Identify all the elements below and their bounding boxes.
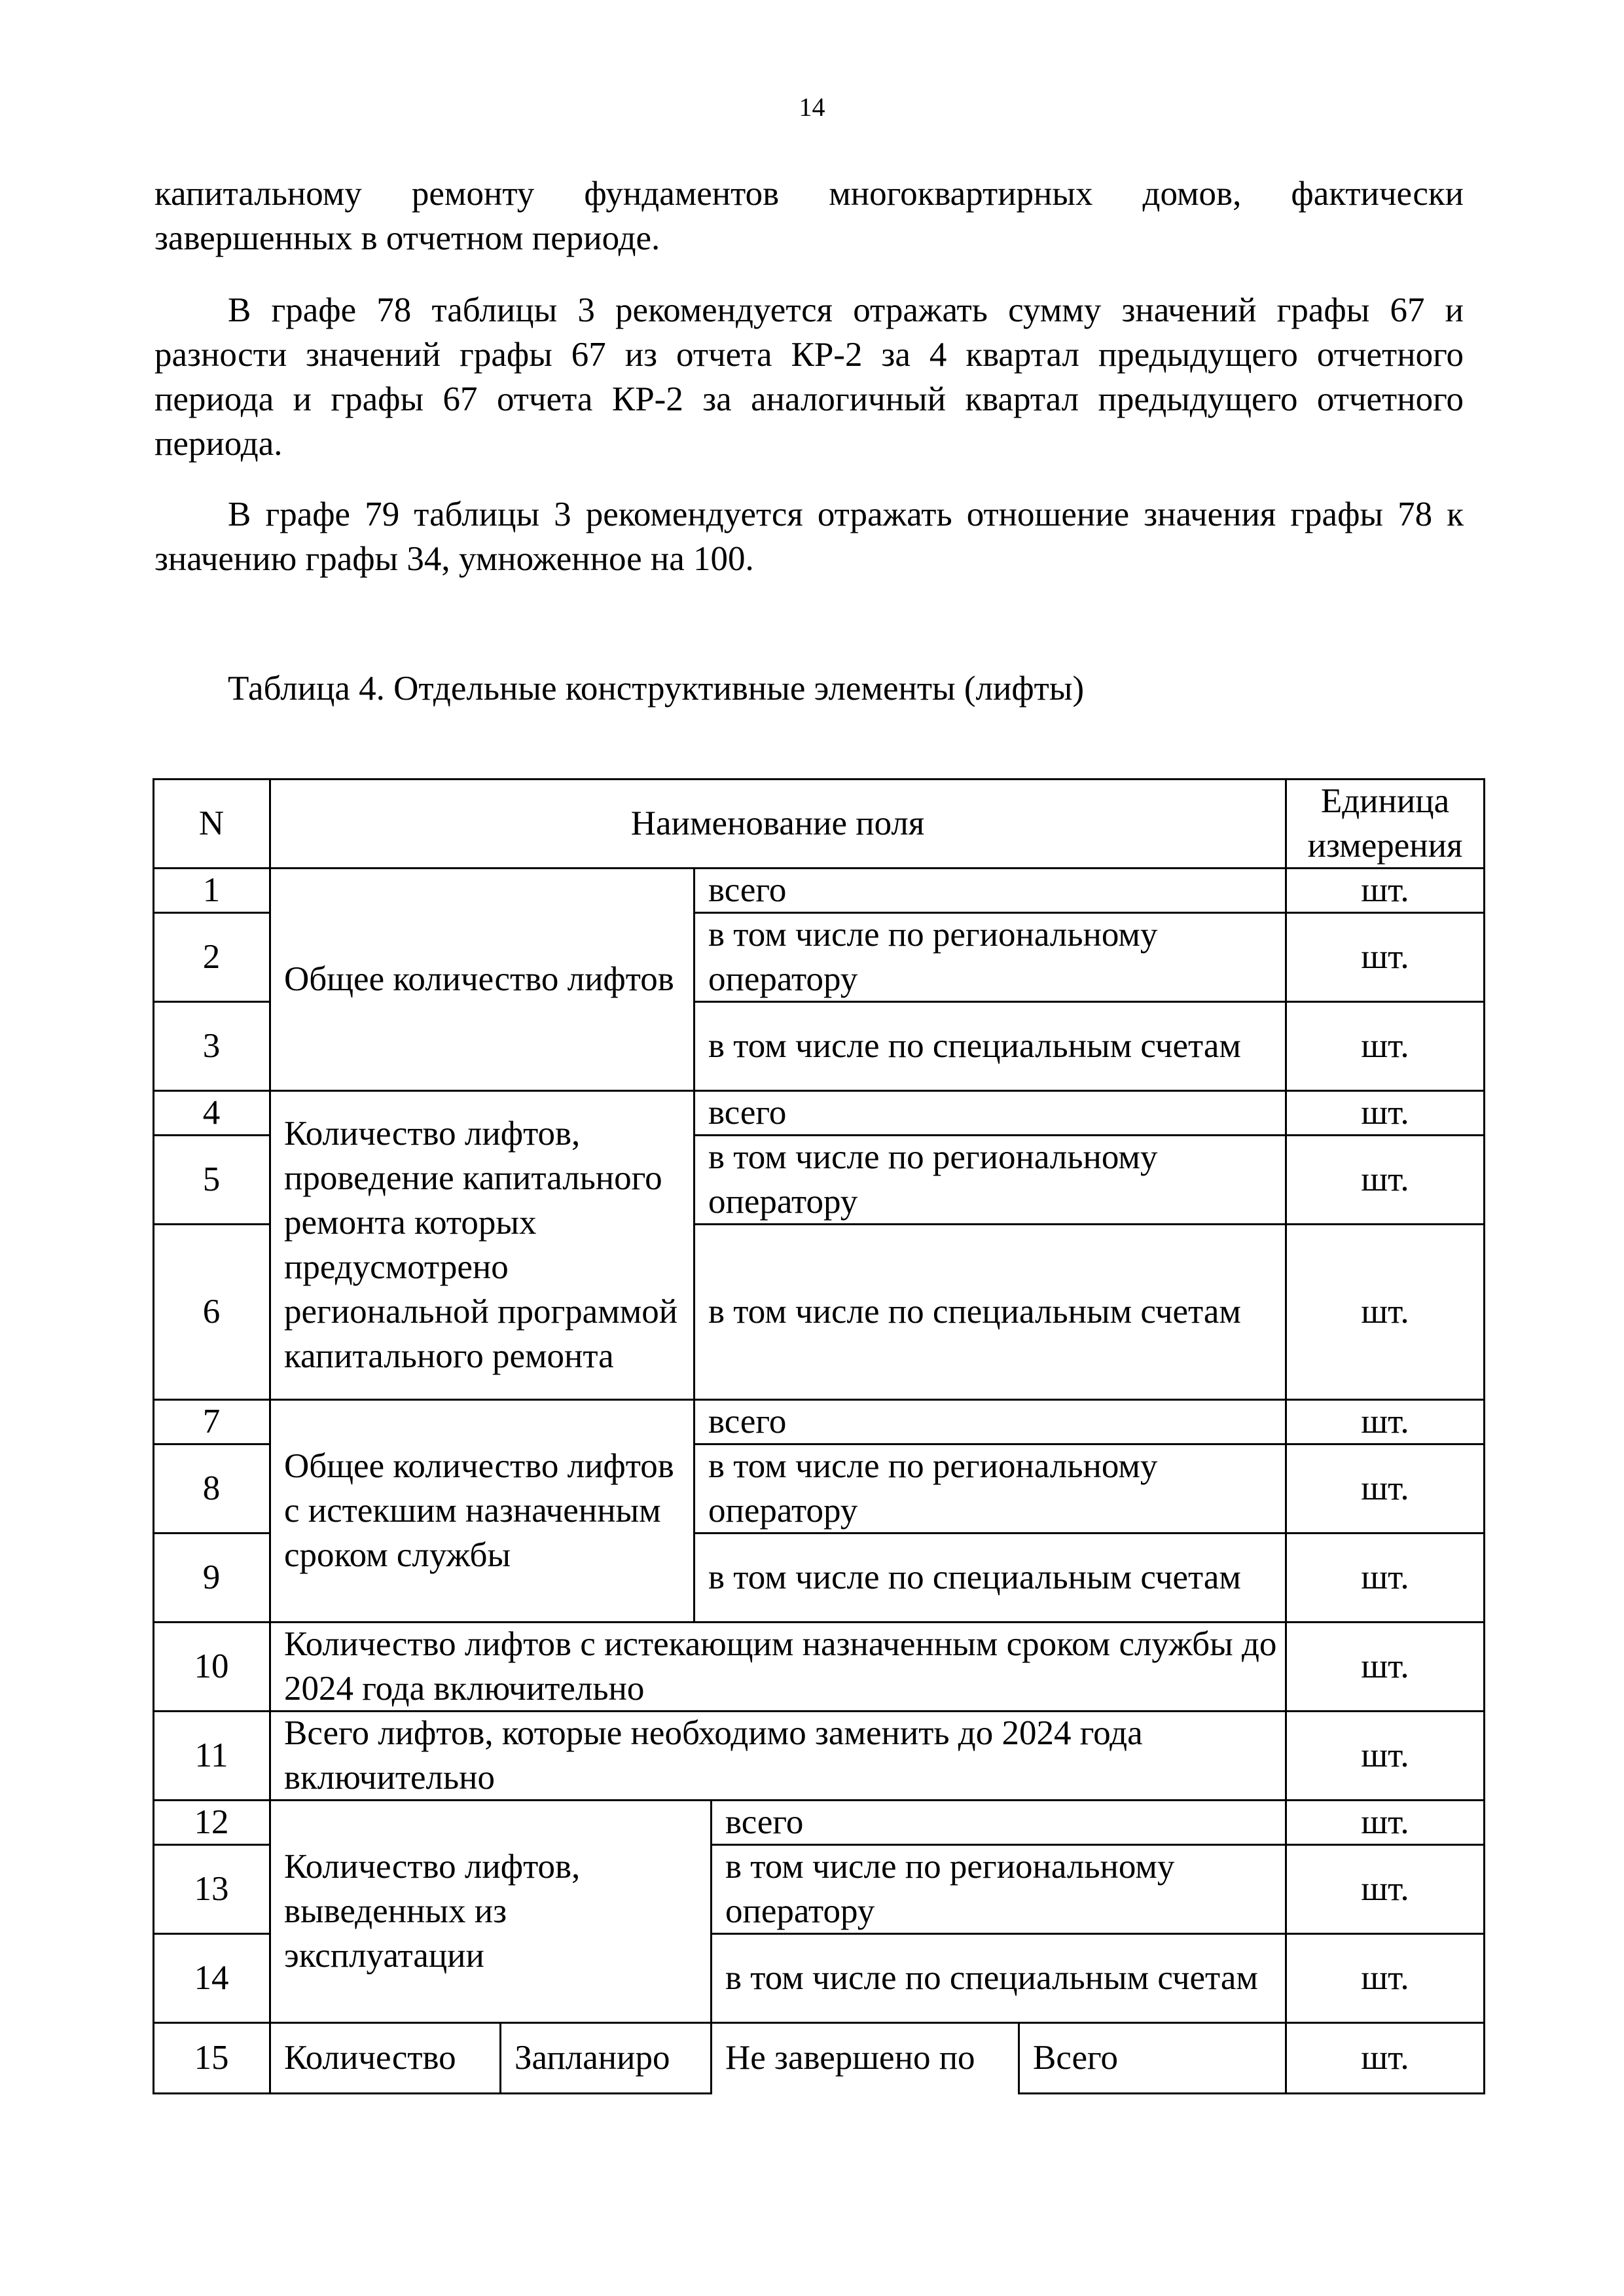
row-11-label: Всего лифтов, которые необходимо заменить до 2024 года включительно	[284, 1714, 1143, 1797]
grid-line	[269, 778, 271, 2094]
unit-cell: шт.	[1361, 1027, 1409, 1065]
unit-cell: шт.	[1361, 1403, 1409, 1441]
paragraph-column-79: В графе 79 таблицы 3 рекомендуется отражать отношение значения графы 78 к значению графы 34, умноженное на 100.	[154, 495, 1464, 578]
header-field-name: Наименование поля	[630, 804, 925, 842]
unit-cell: шт.	[1361, 871, 1409, 909]
sub-label-total: всего	[725, 1803, 804, 1841]
row-number: 2	[202, 938, 221, 976]
unit-cell: шт.	[1361, 1736, 1409, 1774]
grid-line	[693, 868, 695, 1622]
group-expired-lifts: Общее количество лифтов с истекшим назначенным сроком службы	[284, 1447, 674, 1574]
sub-label-regional: в том числе по региональному оператору	[708, 1447, 1158, 1530]
table-border-top	[153, 778, 1485, 780]
table-border-left	[153, 778, 154, 2094]
grid-line	[153, 912, 270, 914]
paragraph-column-78: В графе 78 таблицы 3 рекомендуется отражать сумму значений графы 67 и разности значений графы 67 из отчета КР-2 за 4 квартал предыдущего отчетного периода и графы 67 отчета КР-2 за аналогичный квартал предыдущего отчетного периода.	[154, 291, 1464, 463]
row-number: 1	[202, 871, 221, 909]
grid-line	[153, 1799, 1485, 1801]
grid-line	[710, 1844, 1485, 1846]
grid-line	[153, 867, 1485, 869]
unit-cell: шт.	[1361, 1803, 1409, 1841]
row-number: 3	[202, 1027, 221, 1065]
grid-line	[693, 1443, 1485, 1445]
grid-line	[1285, 778, 1287, 2094]
row-number: 11	[194, 1736, 228, 1774]
row-15-total: Всего	[1033, 2039, 1118, 2077]
row-number: 8	[202, 1469, 221, 1507]
table-border-bottom	[153, 2092, 711, 2094]
row-15-not-completed: Не завершено по	[725, 2039, 975, 2077]
grid-line	[153, 1001, 270, 1003]
row-number: 12	[194, 1803, 229, 1841]
unit-cell: шт.	[1361, 1094, 1409, 1132]
grid-line	[153, 1844, 270, 1846]
grid-line	[1018, 2022, 1020, 2094]
group-total-lifts: Общее количество лифтов	[284, 960, 674, 998]
unit-cell: шт.	[1361, 1293, 1409, 1331]
grid-line	[499, 2022, 501, 2094]
sub-label-regional: в том числе по региональному оператору	[708, 916, 1158, 998]
sub-label-special: в том числе по специальным счетам	[708, 1293, 1241, 1331]
sub-label-total: всего	[708, 1094, 787, 1132]
unit-cell: шт.	[1361, 938, 1409, 976]
group-decommissioned-lifts: Количество лифтов, выведенных из эксплуатации	[284, 1848, 581, 1975]
sub-label-total: всего	[708, 871, 787, 909]
unit-cell: шт.	[1361, 2039, 1409, 2077]
row-number: 14	[194, 1959, 229, 1997]
grid-line	[153, 1933, 270, 1935]
grid-line	[710, 1933, 1485, 1935]
unit-cell: шт.	[1361, 1160, 1409, 1198]
grid-line	[153, 1443, 270, 1445]
row-number: 10	[194, 1647, 229, 1685]
grid-line	[153, 1090, 1485, 1092]
row-number: 5	[202, 1160, 221, 1198]
unit-cell: шт.	[1361, 1959, 1409, 1997]
grid-line	[693, 1001, 1485, 1003]
row-number: 4	[202, 1094, 221, 1132]
sub-label-regional: в том числе по региональному оператору	[725, 1848, 1175, 1930]
row-number: 6	[202, 1293, 221, 1331]
table-border-bottom	[1018, 2092, 1485, 2094]
header-unit: Единица измерения	[1307, 782, 1463, 865]
unit-cell: шт.	[1361, 1558, 1409, 1596]
grid-line	[153, 1532, 270, 1534]
row-15-planned: Запланиро	[514, 2039, 670, 2077]
row-15-quantity: Количество	[284, 2039, 456, 2077]
row-10-label: Количество лифтов с истекающим назначенным сроком службы до 2024 года включительно	[284, 1625, 1277, 1708]
table-title: Таблица 4. Отдельные конструктивные элементы (лифты)	[228, 670, 1085, 708]
sub-label-special: в том числе по специальным счетам	[725, 1959, 1258, 1997]
sub-label-total: всего	[708, 1403, 787, 1441]
grid-line	[153, 1223, 270, 1225]
unit-cell: шт.	[1361, 1647, 1409, 1685]
row-number: 7	[202, 1403, 221, 1441]
grid-line	[153, 2022, 1485, 2024]
grid-line	[693, 1223, 1485, 1225]
unit-cell: шт.	[1361, 1469, 1409, 1507]
unit-cell: шт.	[1361, 1870, 1409, 1908]
row-number: 13	[194, 1870, 229, 1908]
grid-line	[153, 1399, 1485, 1401]
header-n: N	[198, 804, 225, 842]
row-number: 9	[202, 1558, 221, 1596]
group-planned-repair-lifts: Количество лифтов, проведение капитального ремонта которых предусмотрено региональной программой капитального ремонта	[284, 1115, 678, 1375]
grid-line	[153, 1134, 270, 1136]
sub-label-regional: в том числе по региональному оператору	[708, 1138, 1158, 1221]
grid-line	[693, 1134, 1485, 1136]
grid-line	[153, 1710, 1485, 1712]
grid-line	[153, 1621, 1485, 1623]
table-border-right	[1483, 778, 1485, 2094]
grid-line	[693, 1532, 1485, 1534]
grid-line	[693, 912, 1485, 914]
row-number: 15	[194, 2039, 229, 2077]
sub-label-special: в том числе по специальным счетам	[708, 1558, 1241, 1596]
sub-label-special: в том числе по специальным счетам	[708, 1027, 1241, 1065]
paragraph-continuation: капитальному ремонту фундаментов многоквартирных домов, фактически завершенных в отчетном периоде.	[154, 175, 1464, 257]
page-number: 14	[799, 92, 825, 122]
